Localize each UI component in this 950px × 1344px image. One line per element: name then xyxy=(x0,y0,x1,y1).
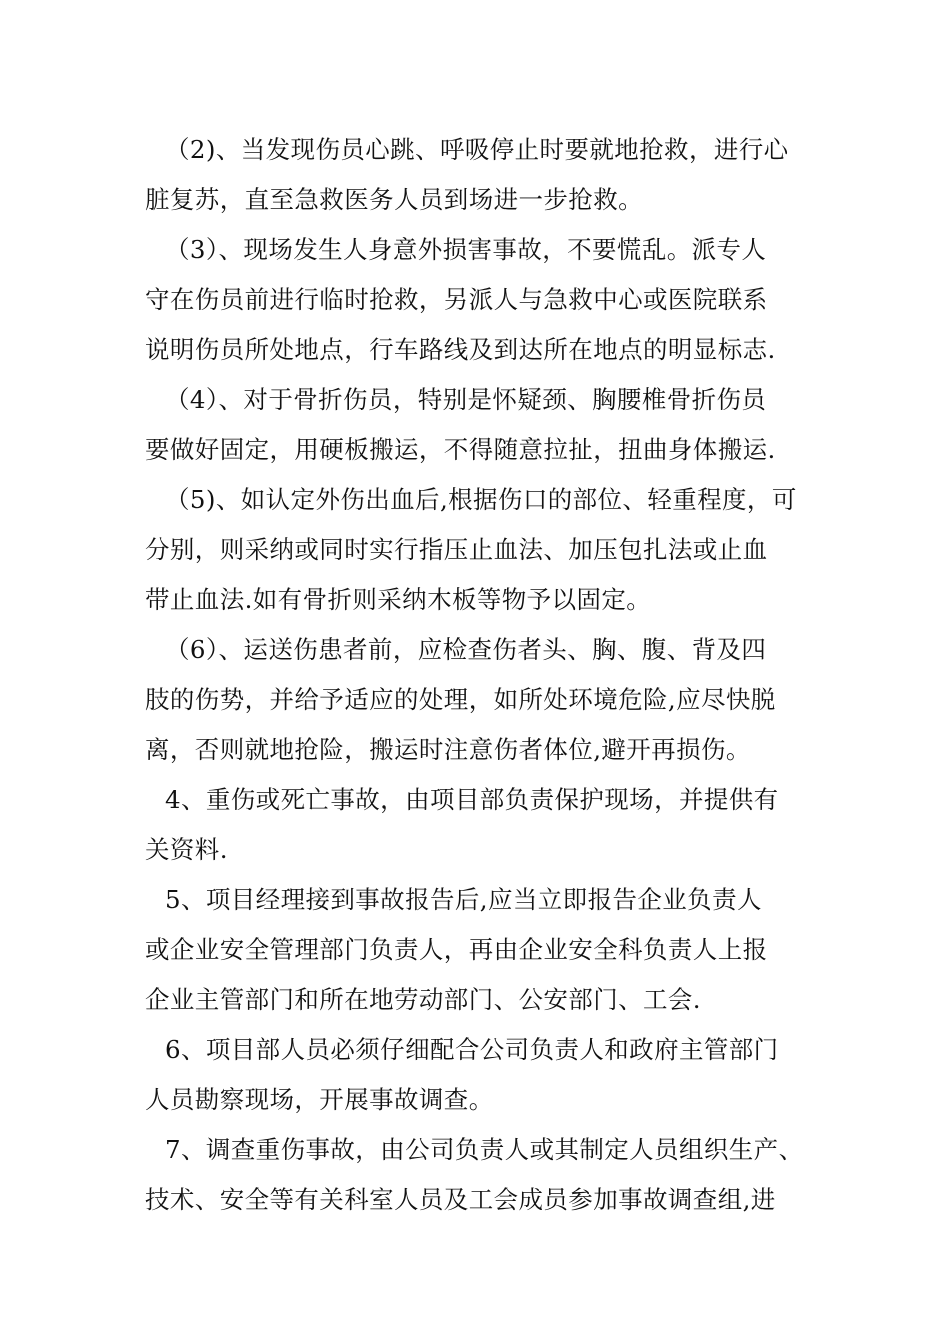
text-line: （4）、对于骨折伤员，特别是怀疑颈、胸腰椎骨折伤员 xyxy=(165,385,767,414)
text-line: （5)、如认定外伤出血后,根据伤口的部位、轻重程度，可 xyxy=(165,485,797,514)
text-line: 关资料. xyxy=(145,835,228,864)
text-line: 守在伤员前进行临时抢救，另派人与急救中心或医院联系 xyxy=(145,285,768,314)
text-line: 脏复苏，直至急救医务人员到场进一步抢救。 xyxy=(145,185,643,214)
text-line: （2)、当发现伤员心跳、呼吸停止时要就地抢救，进行心 xyxy=(165,135,789,164)
text-line: 6、项目部人员必须仔细配合公司负责人和政府主管部门 xyxy=(165,1035,779,1064)
text-line: 肢的伤势，并给予适应的处理，如所处环境危险,应尽快脱 xyxy=(145,685,776,714)
text-line: 说明伤员所处地点，行车路线及到达所在地点的明显标志. xyxy=(145,335,776,364)
text-line: 技术、安全等有关科室人员及工会成员参加事故调查组,进 xyxy=(145,1185,776,1214)
text-line: 离，否则就地抢险，搬运时注意伤者体位,避开再损伤。 xyxy=(145,735,751,764)
text-line: （6）、运送伤患者前，应检查伤者头、胸、腹、背及四 xyxy=(165,635,767,664)
text-line: （3）、现场发生人身意外损害事故，不要慌乱。派专人 xyxy=(165,235,767,264)
text-line: 7、调查重伤事故，由公司负责人或其制定人员组织生产、 xyxy=(165,1135,804,1164)
text-line: 企业主管部门和所在地劳动部门、公安部门、工会. xyxy=(145,985,701,1014)
text-line: 人员勘察现场，开展事故调查。 xyxy=(145,1085,494,1114)
text-line: 分别，则采纳或同时实行指压止血法、加压包扎法或止血 xyxy=(145,535,768,564)
text-line: 5、项目经理接到事故报告后,应当立即报告企业负责人 xyxy=(165,885,762,914)
text-line: 或企业安全管理部门负责人，再由企业安全科负责人上报 xyxy=(145,935,768,964)
text-line: 带止血法.如有骨折则采纳木板等物予以固定。 xyxy=(145,585,652,614)
text-line: 4、重伤或死亡事故，由项目部负责保护现场，并提供有 xyxy=(165,785,779,814)
text-line: 要做好固定，用硬板搬运，不得随意拉扯，扭曲身体搬运. xyxy=(145,435,776,464)
